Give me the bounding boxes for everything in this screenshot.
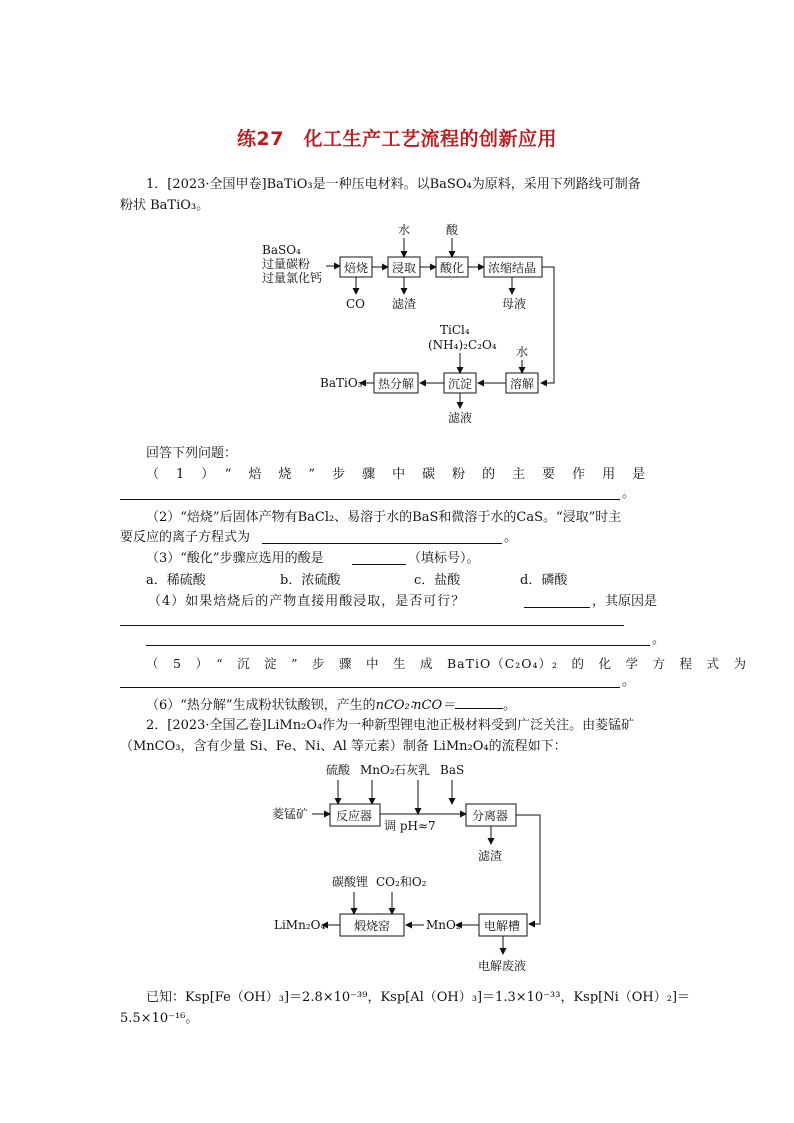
product-limn2o4: LiMn₂O₄: [274, 918, 326, 932]
q1-s4: （4）如果焙烧后的产物直接用酸浸取，是否可行？: [148, 594, 466, 609]
q1-s4-end: 。: [652, 632, 666, 647]
reagent-co2-o2: CO₂和O₂: [376, 875, 427, 889]
reagent-h2so4: 硫酸: [326, 763, 351, 777]
q1-s6-blank[interactable]: [455, 695, 503, 709]
acid-top: 酸: [446, 223, 459, 237]
q1-s1-end: 。: [622, 486, 636, 501]
nh4c2o4: (NH₄)₂C₂O₄: [428, 338, 497, 352]
q1-s5-blank[interactable]: [120, 687, 620, 688]
product-batio3: BaTiO₃: [320, 376, 363, 390]
q1-s4-reason-line1[interactable]: [120, 625, 624, 626]
step-leach: 浸取: [392, 261, 417, 275]
adjust-ph: 调 pH≈7: [384, 819, 436, 833]
q1-s3: （3）“酸化”步骤应选用的酸是: [146, 551, 324, 566]
q1-flow-diagram: [250, 218, 570, 428]
feed-ore: 菱锰矿: [272, 807, 309, 821]
q1-s6-ratio: nCO₂∶nCO＝: [375, 698, 456, 713]
reagent-mno2: MnO₂: [360, 763, 395, 777]
reactor: 反应器: [336, 809, 373, 823]
water-top: 水: [398, 223, 411, 237]
option-d: d．磷酸: [520, 573, 568, 588]
mother-liquor: 母液: [502, 297, 527, 311]
mno2-mid: MnO₂: [426, 918, 461, 932]
input-baso4: BaSO₄: [262, 243, 301, 257]
step-dissolve: 溶解: [510, 377, 535, 391]
q2-known-line2: 5.5×10⁻¹⁶。: [120, 1011, 199, 1026]
q1-s2-end: 。: [504, 530, 518, 545]
answer-lead: 回答下列问题：: [146, 446, 238, 461]
input-cacl2: 过量氯化钙: [262, 271, 323, 285]
q2-intro-line1: 2．[2023·全国乙卷]LiMn₂O₄作为一种新型锂电池正极材料受到广泛关注。由菱锰矿: [146, 718, 635, 733]
reagent-lime: 石灰乳: [394, 763, 431, 777]
separator: 分离器: [472, 809, 509, 823]
q1-s6-text: （6）“热分解”生成粉状钛酸钡，产生的: [146, 698, 376, 713]
q1-intro-line2: 粉状 BaTiO₃。: [120, 198, 210, 213]
waste-liquor: 电解废液: [478, 959, 527, 973]
q1-intro-line1: 1．[2023·全国甲卷]BaTiO₃是一种压电材料。以BaSO₄为原料，采用下列路线可制备: [146, 177, 641, 192]
q1-s5-end: 。: [622, 674, 636, 689]
q1-s3-tail: （填标号）。: [408, 551, 480, 566]
option-a: a．稀硫酸: [146, 573, 206, 588]
q1-s6: [146, 695, 516, 716]
q2-residue: 滤渣: [478, 849, 503, 863]
residue-out: 滤渣: [392, 297, 417, 311]
q1-s3-blank[interactable]: [352, 564, 406, 565]
filtrate: 滤液: [448, 411, 473, 425]
q1-s2-line2: 要反应的离子方程式为: [120, 530, 251, 545]
q2-known-line1: 已知：Ksp[Fe（OH）₃]＝2.8×10⁻³⁹，Ksp[Al（OH）₃]＝1.3×10⁻³³，Ksp[Ni（OH）₂]＝: [146, 990, 691, 1005]
step-roast: 焙烧: [344, 261, 369, 275]
reagent-li2co3: 碳酸锂: [332, 875, 369, 889]
q1-s4-tail: ，其原因是: [592, 594, 658, 609]
option-c: c．盐酸: [414, 573, 461, 588]
input-carbon: 过量碳粉: [262, 257, 311, 271]
q1-s1-blank[interactable]: [120, 499, 620, 500]
ticl4: TiCl₄: [440, 323, 470, 337]
reagent-bas: BaS: [440, 763, 465, 777]
q2-intro-line2: （MnCO₃，含有少量 Si、Fe、Ni、Al 等元素）制备 LiMn₂O₄的流程如下：: [120, 739, 567, 754]
q2-flow-diagram: [270, 758, 560, 978]
q1-s2-blank[interactable]: [262, 543, 502, 544]
q1-s2-line1: （2）“焙烧”后固体产物有BaCl₂、易溶于水的BaS和微溶于水的CaS。“浸取”时主: [146, 510, 622, 525]
water-right: 水: [516, 345, 529, 359]
kiln: 煅烧窑: [354, 919, 391, 933]
step-thermal: 热分解: [378, 377, 415, 391]
step-crystallize: 浓缩结晶: [488, 261, 537, 275]
q1-s6-end: 。: [503, 698, 517, 713]
step-acidify: 酸化: [440, 261, 465, 275]
q1-s1: （ 1 ） “ 焙 烧 ” 步 骤 中 碳 粉 的 主 要 作 用 是: [146, 467, 648, 482]
page-title: 练27 化工生产工艺流程的创新应用: [237, 128, 557, 150]
option-b: b．浓硫酸: [280, 573, 341, 588]
step-precipitate: 沉淀: [448, 377, 473, 391]
electrolyzer: 电解槽: [484, 919, 521, 933]
q1-s4-blank[interactable]: [524, 607, 590, 608]
co-out: CO: [346, 297, 366, 311]
q1-s5: （ 5 ） “ 沉 淀 ” 步 骤 中 生 成 BaTiO（C₂O₄）₂ 的 化 学 方 程 式 为: [146, 656, 748, 671]
q1-s4-reason-line2[interactable]: [146, 645, 650, 646]
